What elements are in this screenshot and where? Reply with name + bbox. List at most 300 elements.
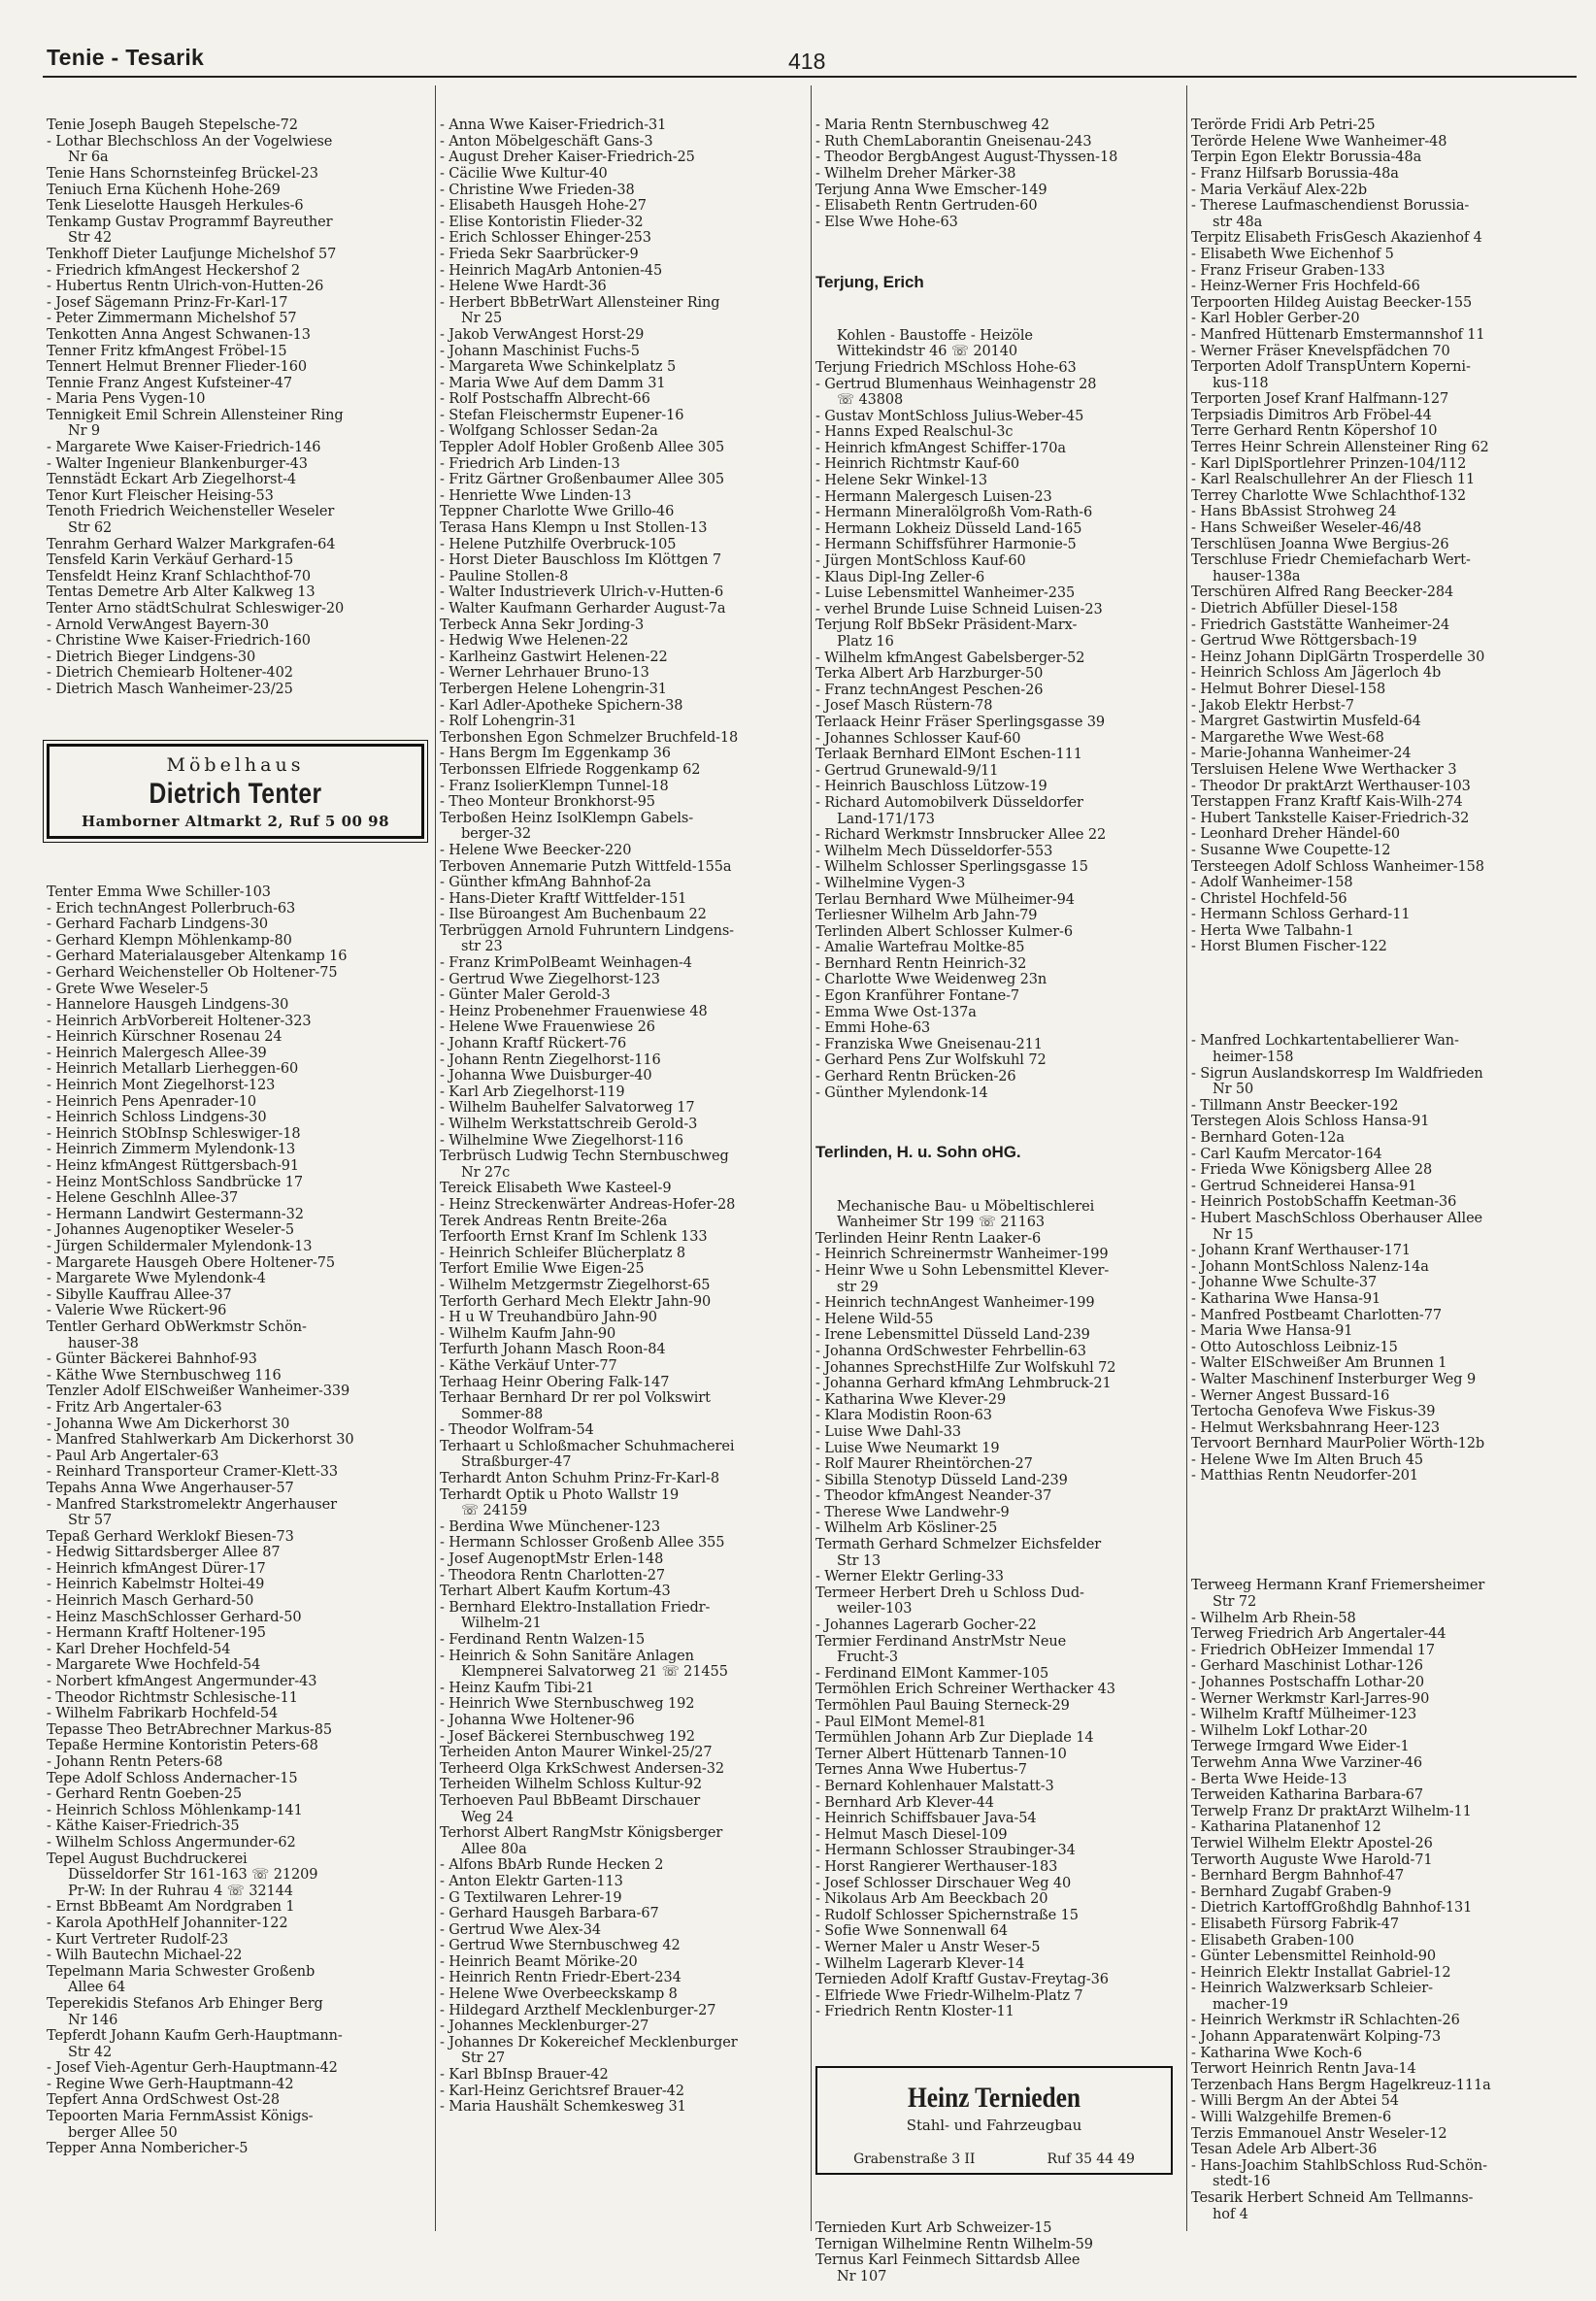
directory-entry: Str 27 [461, 2051, 506, 2067]
directory-entry: - Theodor BergbAngest August-Thyssen-18 [815, 150, 1118, 166]
directory-entry: weiler-103 [837, 1601, 913, 1617]
directory-entry: - Else Wwe Hohe-63 [815, 214, 958, 230]
directory-entry: Tennigkeit Emil Schrein Allensteiner Ring [47, 407, 344, 423]
directory-entry: - Gustav MontSchloss Julius-Weber-45 [815, 408, 1084, 424]
directory-entry: - Heinz Kaufm Tibi-21 [440, 1680, 594, 1696]
directory-entry: - Karl-Heinz Gerichtsref Brauer-42 [440, 2083, 684, 2099]
directory-entry: - Heinz Streckenwärter Andreas-Hofer-28 [440, 1196, 736, 1213]
directory-entry: - Berdina Wwe Münchener-123 [440, 1518, 660, 1535]
directory-entry: - Leonhard Dreher Händel-60 [1191, 826, 1400, 843]
directory-entry: - Heinrich Malergesch Allee-39 [47, 1045, 267, 1061]
directory-entry: - Heinrich Kabelmstr Holtei-49 [47, 1577, 265, 1593]
directory-entry: - Margarete Hausgeh Obere Holtener-75 [47, 1254, 336, 1271]
directory-entry: Tepe Adolf Schloss Andernacher-15 [47, 1770, 298, 1786]
directory-entry: - Theo Monteur Bronkhorst-95 [440, 794, 655, 811]
directory-entry: - Luise Wwe Dahl-33 [815, 1423, 961, 1440]
directory-entry: - Johanne Wwe Schulte-37 [1191, 1275, 1378, 1291]
directory-entry: - Helene Wwe Hardt-36 [440, 279, 607, 295]
directory-entry: - Johanna OrdSchwester Fehrbellin-63 [815, 1343, 1086, 1359]
page-number: 418 [788, 49, 826, 74]
directory-entry: - Johannes Postschaffn Lothar-20 [1191, 1675, 1424, 1690]
directory-entry: - Frieda Wwe Königsberg Allee 28 [1191, 1162, 1433, 1179]
directory-entry: - Irene Lebensmittel Düsseld Land-239 [815, 1327, 1090, 1344]
directory-entry: - Hermann Kraftf Holtener-195 [47, 1625, 266, 1642]
directory-entry: Terbonssen Elfriede Roggenkamp 62 [440, 761, 701, 778]
directory-entry: - Friedrich Arb Linden-13 [440, 455, 620, 472]
directory-entry: - Gertrud Wwe Alex-34 [440, 1921, 601, 1938]
entry-list [47, 884, 430, 2157]
directory-entry: Terlinden Albert Schlosser Kulmer-6 [815, 923, 1073, 940]
ad-contact [817, 2151, 1171, 2167]
directory-entry: - Heinrich Pens Apenrader-10 [47, 1093, 257, 1110]
directory-entry: - Wilhelm Metzgermstr Ziegelhorst-65 [440, 1277, 711, 1293]
directory-entry: ☏ 24159 [461, 1503, 528, 1519]
directory-entry: - Christel Hochfeld-56 [1191, 890, 1347, 907]
directory-entry: Terboßen Heinz IsolKlempn Gabels- [440, 810, 694, 826]
directory-entry: Terre Gerhard Rentn Köpershof 10 [1191, 423, 1438, 440]
directory-entry: - Helene Sekr Winkel-13 [815, 473, 988, 489]
directory-entry: - Helene Wwe Beecker-220 [440, 842, 632, 858]
directory-entry: - Manfred Stahlwerkarb Am Dickerhorst 30 [47, 1432, 354, 1449]
directory-entry: - Katharina Wwe Hansa-91 [1191, 1290, 1381, 1307]
directory-entry: Tersteegen Adolf Schloss Wanheimer-158 [1191, 858, 1484, 875]
directory-entry: - Johann Kranf Werthauser-171 [1191, 1243, 1412, 1259]
directory-entry: Terasa Hans Klempn u Inst Stollen-13 [440, 520, 708, 537]
directory-entry: str 48a [1213, 214, 1263, 230]
directory-entry: Terpin Egon Elektr Borussia-48a [1191, 150, 1422, 166]
directory-entry: Tentler Gerhard ObWerkmstr Schön- [47, 1318, 307, 1335]
directory-entry: Terlau Bernhard Wwe Mülheimer-94 [815, 891, 1075, 908]
directory-entry: Terbrüsch Ludwig Techn Sternbuschweg [440, 1149, 729, 1165]
directory-entry: - Margarete Wwe Hochfeld-54 [47, 1657, 261, 1674]
directory-entry: Terfoorth Ernst Kranf Im Schlenk 133 [440, 1229, 708, 1246]
directory-entry: Land-171/173 [837, 811, 935, 827]
directory-entry: - Heinrich ArbVorbereit Holtener-323 [47, 1013, 312, 1029]
spacer [1191, 987, 1575, 1001]
directory-entry: - Bernard Kohlenhauer Malstatt-3 [815, 1778, 1054, 1794]
directory-entry: Tenor Kurt Fleischer Heising-53 [47, 487, 274, 504]
directory-entry: Nr 27c [461, 1164, 511, 1181]
directory-entry: - Gertrud Wwe Ziegelhorst-123 [440, 971, 660, 987]
directory-entry: - Franziska Wwe Gneisenau-211 [815, 1036, 1043, 1052]
directory-entry: - Günther kfmAng Bahnhof-2a [440, 875, 651, 891]
directory-entry: - Hermann Lokheiz Düsseld Land-165 [815, 520, 1082, 537]
directory-entry: - Jakob VerwAngest Horst-29 [440, 326, 645, 343]
directory-entry: - Luise Wwe Neumarkt 19 [815, 1440, 1000, 1456]
directory-entry: - Matthias Rentn Neudorfer-201 [1191, 1468, 1418, 1484]
directory-entry: - Sigrun Auslandskorresp Im Waldfrieden [1191, 1065, 1483, 1082]
directory-entry: - Käthe Kaiser-Friedrich-35 [47, 1818, 240, 1835]
directory-entry: - Käthe Wwe Sternbuschweg 116 [47, 1367, 282, 1384]
directory-entry: - Wilhelm Dreher Märker-38 [815, 165, 1016, 182]
directory-entry: - Ernst BbBeamt Am Nordgraben 1 [47, 1899, 295, 1916]
directory-entry: Terjung Anna Wwe Emscher-149 [815, 182, 1047, 198]
directory-entry: - Heinrich kfmAngest Dürer-17 [47, 1560, 266, 1577]
directory-entry: Str 42 [68, 230, 113, 247]
directory-entry: - Josef Bäckerei Sternbuschweg 192 [440, 1728, 695, 1745]
directory-entry: Terhorst Albert RangMstr Königsberger [440, 1825, 723, 1842]
directory-entry: - Johannes Mecklenburger-27 [440, 2018, 649, 2035]
directory-entry: - Theodora Rentn Charlotten-27 [440, 1567, 665, 1584]
directory-entry: - Johann Rentn Peters-68 [47, 1754, 223, 1770]
directory-entry: - Theodor kfmAngest Neander-37 [815, 1488, 1052, 1505]
directory-entry: - Willi Bergm An der Abtei 54 [1191, 2093, 1399, 2110]
directory-entry: Terstegen Alois Schloss Hansa-91 [1191, 1114, 1430, 1130]
directory-entry: Tepel August Buchdruckerei [47, 1851, 248, 1867]
directory-entry: - Hedwig Wwe Helenen-22 [440, 633, 629, 650]
directory-entry: - Reinhard Transporteur Cramer-Klett-33 [47, 1464, 339, 1481]
directory-entry: - Sibylle Kauffrau Allee-37 [47, 1286, 232, 1303]
column-2 [440, 85, 807, 2221]
directory-entry: - Christine Wwe Frieden-38 [440, 182, 635, 198]
directory-entry: - Klaus Dipl-Ing Zeller-6 [815, 569, 985, 585]
directory-entry: - Heinrich MagArb Antonien-45 [440, 262, 663, 279]
directory-entry: Termeer Herbert Dreh u Schloss Dud- [815, 1584, 1084, 1601]
directory-entry: Str 62 [68, 520, 113, 537]
directory-entry: Terweeg Hermann Kranf Friemersheimer [1191, 1578, 1485, 1594]
advertisement-moebelhaus-tenter [47, 744, 424, 839]
directory-entry: Tepaß Gerhard Werklokf Biesen-73 [47, 1528, 294, 1545]
directory-entry: - Günter Bäckerei Bahnhof-93 [47, 1351, 257, 1368]
directory-entry: - Josef Masch Rüstern-78 [815, 698, 993, 715]
directory-entry: Tesan Adele Arb Albert-36 [1191, 2142, 1378, 2158]
directory-entry: Terörde Helene Wwe Wanheimer-48 [1191, 133, 1447, 150]
directory-entry: Tervoort Bernhard MaurPolier Wörth-12b [1191, 1436, 1485, 1452]
directory-entry: - Johann Rentn Ziegelhorst-116 [440, 1051, 661, 1068]
directory-entry: Terforth Gerhard Mech Elektr Jahn-90 [440, 1293, 712, 1310]
directory-entry: Allee 64 [68, 1980, 126, 1996]
directory-entry: Ternieden Kurt Arb Schweizer-15 [815, 2220, 1052, 2237]
directory-entry: - Berta Wwe Heide-13 [1191, 1771, 1347, 1787]
directory-entry: Terworth Auguste Wwe Harold-71 [1191, 1851, 1433, 1868]
directory-entry: - Bernhard Goten-12a [1191, 1130, 1345, 1146]
directory-entry: - Günter Lebensmittel Reinhold-90 [1191, 1949, 1436, 1965]
directory-entry: - Heinrich Bauschloss Lützow-19 [815, 779, 1047, 795]
directory-entry: - Heinrich Schiffsbauer Java-54 [815, 1811, 1037, 1827]
directory-entry: - Emmi Hohe-63 [815, 1020, 931, 1037]
directory-entry: - Heinrich Walzwerksarb Schleier- [1191, 1981, 1433, 1997]
directory-entry: - Hans BbAssist Strohweg 24 [1191, 504, 1397, 520]
directory-entry: Straßburger-47 [461, 1454, 572, 1471]
directory-entry: - Wilhelm Lagerarb Klever-14 [815, 1955, 1025, 1972]
directory-entry: - Franz IsolierKlempn Tunnel-18 [440, 778, 669, 794]
directory-entry: - Dietrich KartoffGroßhdlg Bahnhof-131 [1191, 1900, 1473, 1917]
directory-entry: Str 72 [1213, 1594, 1257, 1611]
directory-entry: - Käthe Verkäuf Unter-77 [440, 1357, 617, 1374]
directory-entry: Termath Gerhard Schmelzer Eichsfelder [815, 1537, 1102, 1553]
directory-entry: - Franz Friseur Graben-133 [1191, 262, 1385, 279]
directory-entry: - Johann Kraftf Rückert-76 [440, 1036, 627, 1052]
directory-entry: - Hermann Landwirt Gestermann-32 [47, 1206, 304, 1222]
directory-entry: Tepper Anna Nombericher-5 [47, 2141, 249, 2157]
directory-entry: - Gertrud Blumenhaus Weinhagenstr 28 [815, 376, 1097, 392]
directory-entry: - Johanna Wwe Am Dickerhorst 30 [47, 1416, 290, 1432]
directory-entry: Terzis Emmanouel Anstr Weseler-12 [1191, 2125, 1447, 2142]
column-1 [47, 85, 430, 2221]
entry-list [815, 2220, 1182, 2284]
directory-entry: - Heinrich kfmAngest Schiffer-170a [815, 440, 1066, 456]
directory-entry: - Elisabeth Fürsorg Fabrik-47 [1191, 1916, 1399, 1932]
directory-entry: - Karl Arb Ziegelhorst-119 [440, 1084, 625, 1100]
directory-entry: - Gerhard Pens Zur Wolfskuhl 72 [815, 1052, 1047, 1069]
directory-entry: - Hubertus Rentn Ulrich-von-Hutten-26 [47, 279, 324, 295]
directory-entry: - Johannes Dr Kokereichef Mecklenburger [440, 2034, 738, 2051]
directory-entry: - Marie-Johanna Wanheimer-24 [1191, 746, 1412, 762]
directory-entry: - Heinr Wwe u Sohn Lebensmittel Klever- [815, 1262, 1110, 1279]
directory-entry: Nr 146 [68, 2012, 118, 2028]
directory-entry: Termöhlen Paul Bauing Sterneck-29 [815, 1698, 1070, 1714]
directory-entry: - Johannes Schlosser Kauf-60 [815, 730, 1021, 747]
ad-company-name: Dietrich Tenter [149, 777, 322, 810]
directory-entry: - Johann Maschinist Fuchs-5 [440, 343, 640, 359]
directory-entry: - Helmut Werksbahnrang Heer-123 [1191, 1419, 1440, 1436]
directory-entry: - Christine Wwe Kaiser-Friedrich-160 [47, 633, 311, 650]
directory-entry: - Gerhard Weichensteller Ob Holtener-75 [47, 964, 338, 981]
directory-entry: - Johannes SprechstHilfe Zur Wolfskuhl 72 [815, 1359, 1116, 1376]
directory-entry: str 23 [461, 939, 503, 955]
directory-entry: - Helene Wwe Overbeeckskamp 8 [440, 1986, 678, 2003]
directory-entry: - Richard Automobilverk Düsseldorfer [815, 794, 1083, 811]
directory-entry: - Franz Hilfsarb Borussia-48a [1191, 165, 1399, 182]
directory-entry: - Hans-Joachim StahlbSchloss Rud-Schön- [1191, 2157, 1487, 2174]
directory-entry: - Norbert kfmAngest Angermunder-43 [47, 1674, 317, 1690]
directory-entry: - Bernhard Rentn Heinrich-32 [815, 955, 1027, 972]
directory-entry: - Helene Wwe Im Alten Bruch 45 [1191, 1451, 1423, 1468]
directory-entry: - Valerie Wwe Rückert-96 [47, 1303, 227, 1319]
directory-entry: Terheiden Anton Maurer Winkel-25/27 [440, 1745, 713, 1761]
directory-entry: ☏ 43808 [837, 392, 904, 409]
directory-entry: - Franz technAngest Peschen-26 [815, 682, 1044, 698]
directory-entry: - Walter Ingenieur Blankenburger-43 [47, 455, 308, 472]
directory-entry: Tesarik Herbert Schneid Am Tellmanns- [1191, 2190, 1474, 2206]
directory-entry: hauser-38 [68, 1335, 139, 1351]
column-divider [1186, 85, 1187, 2231]
directory-entry: - Paul Arb Angertaler-63 [47, 1448, 219, 1464]
directory-entry: - Bernhard Arb Klever-44 [815, 1794, 994, 1811]
directory-entry: - Heinrich Rentn Friedr-Ebert-234 [440, 1970, 682, 1986]
directory-entry: Tennie Franz Angest Kufsteiner-47 [47, 375, 293, 391]
directory-entry: - Hildegard Arzthelf Mecklenburger-27 [440, 2002, 716, 2018]
directory-entry: - Johannes Lagerarb Gocher-22 [815, 1617, 1037, 1634]
directory-entry: - Fritz Arb Angertaler-63 [47, 1399, 222, 1416]
directory-entry: Sommer-88 [461, 1406, 544, 1422]
ad-phone: Ruf 35 44 49 [1047, 2151, 1135, 2168]
directory-entry: - Josef AugenoptMstr Erlen-148 [440, 1551, 664, 1568]
directory-entry: Terlaack Heinr Fräser Sperlingsgasse 39 [815, 714, 1106, 730]
directory-entry: - Emma Wwe Ost-137a [815, 1004, 977, 1020]
directory-entry: Terpitz Elisabeth FrisGesch Akazienhof 4 [1191, 230, 1482, 247]
directory-entry: - Manfred Starkstromelektr Angerhauser [47, 1496, 337, 1513]
directory-entry: Tenner Fritz kfmAngest Fröbel-15 [47, 343, 287, 359]
directory-entry: - Helene Wild-55 [815, 1311, 934, 1327]
directory-entry: - Bernhard Zugabf Graben-9 [1191, 1884, 1392, 1900]
directory-entry: - Erich technAngest Pollerbruch-63 [47, 900, 296, 917]
directory-entry: - Wilhelm Fabrikarb Hochfeld-54 [47, 1706, 279, 1722]
directory-entry: Terwege Irmgard Wwe Eider-1 [1191, 1739, 1410, 1755]
directory-entry: - Anton Möbelgeschäft Gans-3 [440, 133, 653, 150]
directory-entry: - Wilhelm Kraftf Mülheimer-123 [1191, 1707, 1417, 1723]
directory-entry: - Karl Adler-Apotheke Spichern-38 [440, 697, 683, 714]
directory-entry: - Rudolf Schlosser Spichernstraße 15 [815, 1907, 1079, 1923]
directory-entry: - Hermann Schlosser Großenb Allee 355 [440, 1535, 725, 1551]
directory-entry: - Gertrud Wwe Sternbuschweg 42 [440, 1938, 681, 1954]
directory-entry: Terlinden Heinr Rentn Laaker-6 [815, 1230, 1042, 1247]
directory-entry: - Heinrich Werkmstr iR Schlachten-26 [1191, 2013, 1460, 2029]
directory-entry: str 29 [837, 1279, 879, 1295]
directory-entry: - Walter Industrieverk Ulrich-v-Hutten-6 [440, 584, 724, 601]
directory-entry: - Friedrich kfmAngest Heckershof 2 [47, 262, 301, 279]
directory-entry: - Margarete Wwe Mylendonk-4 [47, 1271, 266, 1287]
directory-entry: Terpsiadis Dimitros Arb Fröbel-44 [1191, 407, 1432, 423]
directory-entry: Wanheimer Str 199 ☏ 21163 [837, 1215, 1046, 1231]
directory-entry: Tertocha Genofeva Wwe Fiskus-39 [1191, 1404, 1436, 1420]
directory-entry: - Ferdinand Rentn Walzen-15 [440, 1632, 646, 1648]
directory-entry: - Hans Bergm Im Eggenkamp 36 [440, 746, 671, 762]
directory-entry: - Gertrud Grunewald-9/11 [815, 762, 999, 779]
directory-entry: - Margareta Wwe Schinkelplatz 5 [440, 359, 677, 376]
directory-entry: - Willi Walzgehilfe Bremen-6 [1191, 2110, 1392, 2126]
directory-entry: - Heinrich Mont Ziegelhorst-123 [47, 1078, 276, 1094]
directory-entry: Teppner Charlotte Wwe Grillo-46 [440, 504, 675, 520]
directory-entry: - Bernhard Elektro-Installation Friedr- [440, 1599, 711, 1616]
directory-entry: - Wilhelm Arb Kösliner-25 [815, 1520, 998, 1537]
directory-entry: - Helmut Bohrer Diesel-158 [1191, 681, 1386, 697]
directory-entry: - Jakob Elektr Herbst-7 [1191, 697, 1354, 714]
directory-entry: Tersluisen Helene Wwe Werthacker 3 [1191, 761, 1457, 778]
directory-entry: - Heinrich StObInsp Schleswiger-18 [47, 1125, 301, 1142]
directory-entry: - Wilhelm Kaufm Jahn-90 [440, 1325, 616, 1342]
directory-entry: - Rolf Maurer Rheintörchen-27 [815, 1456, 1033, 1473]
directory-entry: - Wilhelm Arb Rhein-58 [1191, 1610, 1356, 1626]
directory-entry: - Luise Lebensmittel Wanheimer-235 [815, 585, 1076, 602]
directory-entry: - Maria Pens Vygen-10 [47, 391, 206, 408]
directory-entry: - Katharina Wwe Klever-29 [815, 1391, 1007, 1408]
directory-entry: - Elisabeth Graben-100 [1191, 1932, 1354, 1949]
directory-entry: - Horst Rangierer Werthauser-183 [815, 1858, 1058, 1875]
directory-entry: - Dietrich Abfüller Diesel-158 [1191, 601, 1398, 617]
directory-entry: - Margarete Wwe Kaiser-Friedrich-146 [47, 440, 321, 456]
directory-entry: Terporten Adolf TranspUntern Koperni- [1191, 359, 1471, 376]
directory-entry: Nr 50 [1213, 1082, 1254, 1098]
directory-entry: - Gertrud Wwe Röttgersbach-19 [1191, 633, 1417, 650]
directory-entry: Tepoorten Maria FernmAssist Königs- [47, 2109, 314, 2125]
directory-entry: - Hans Schweißer Weseler-46/48 [1191, 520, 1422, 537]
directory-entry: - Johanna Wwe Duisburger-40 [440, 1068, 652, 1084]
directory-entry: - Erich Schlosser Ehinger-253 [440, 230, 651, 247]
directory-entry: - Josef Schlosser Dirschauer Weg 40 [815, 1875, 1072, 1891]
directory-entry: - Gerhard Hausgeh Barbara-67 [440, 1906, 659, 1922]
directory-entry: Terek Andreas Rentn Breite-26a [440, 1213, 668, 1229]
directory-entry: Frucht-3 [837, 1650, 898, 1666]
directory-entry: Terhart Albert Kaufm Kortum-43 [440, 1584, 671, 1600]
directory-entry: Terboven Annemarie Putzh Wittfeld-155a [440, 858, 732, 875]
directory-entry: Terpoorten Hildeg Auistag Beecker-155 [1191, 294, 1473, 311]
directory-entry: Tennstädt Eckart Arb Ziegelhorst-4 [47, 472, 297, 488]
directory-entry: Terka Albert Arb Harzburger-50 [815, 666, 1044, 683]
directory-entry: - Margarethe Wwe West-68 [1191, 729, 1384, 746]
directory-entry: - Heinrich Schleifer Blücherplatz 8 [440, 1245, 686, 1261]
directory-entry: - Frieda Sekr Saarbrücker-9 [440, 246, 639, 262]
directory-entry: - Gerhard Klempn Möhlenkamp-80 [47, 932, 292, 949]
directory-entry: - Charlotte Wwe Weidenweg 23n [815, 972, 1047, 988]
directory-entry: Tenkhoff Dieter Laufjunge Michelshof 57 [47, 246, 337, 262]
entry-list [440, 117, 807, 2116]
directory-entry: - Regine Wwe Gerh-Hauptmann-42 [47, 2076, 294, 2092]
directory-entry: - Friedrich Gaststätte Wanheimer-24 [1191, 617, 1450, 633]
directory-entry: - Dietrich Bieger Lindgens-30 [47, 649, 256, 665]
directory-entry: - Rolf Postschaffn Albrecht-66 [440, 391, 650, 408]
directory-entry: - Paul ElMont Memel-81 [815, 1714, 986, 1730]
directory-entry: Terhardt Anton Schuhm Prinz-Fr-Karl-8 [440, 1471, 719, 1487]
directory-entry: Wittekindstr 46 ☏ 20140 [837, 344, 1018, 360]
directory-entry: Tenie Hans Schornsteinfeg Brückel-23 [47, 165, 318, 182]
directory-entry: Terwelp Franz Dr praktArzt Wilhelm-11 [1191, 1803, 1472, 1819]
directory-entry: Terörde Fridi Arb Petri-25 [1191, 117, 1376, 134]
directory-entry: - Hans-Dieter Kraftf Wittfelder-151 [440, 890, 687, 907]
directory-entry: - Karl Dreher Hochfeld-54 [47, 1641, 231, 1657]
directory-entry: - Friedrich Rentn Kloster-11 [815, 2004, 1014, 2020]
directory-entry: hauser-138a [1213, 568, 1301, 584]
directory-entry: - H u W Treuhandbüro Jahn-90 [440, 1310, 657, 1326]
directory-entry: macher-19 [1213, 1996, 1288, 2013]
directory-entry: - Herbert BbBetrWart Allensteiner Ring [440, 294, 720, 311]
directory-entry: Str 13 [837, 1552, 881, 1569]
directory-entry: Teperekidis Stefanos Arb Ehinger Berg [47, 1995, 323, 2012]
directory-entry: - Henriette Wwe Linden-13 [440, 487, 632, 504]
directory-entry: Terhardt Optik u Photo Wallstr 19 [440, 1486, 680, 1503]
directory-entry: - Cäcilie Wwe Kultur-40 [440, 165, 608, 182]
directory-entry: Tenkotten Anna Angest Schwanen-13 [47, 326, 311, 343]
directory-entry: Terhaar Bernhard Dr rer pol Volkswirt [440, 1390, 711, 1407]
directory-entry: - Nikolaus Arb Am Beeckbach 20 [815, 1891, 1048, 1908]
directory-entry: Terhoeven Paul BbBeamt Dirschauer [440, 1792, 701, 1809]
directory-entry: Terweiden Katharina Barbara-67 [1191, 1787, 1424, 1804]
directory-entry: - Wilhelm Schlosser Sperlingsgasse 15 [815, 859, 1088, 876]
directory-entry: Terner Albert Hüttenarb Tannen-10 [815, 1746, 1067, 1762]
directory-entry: Terschüren Alfred Rang Beecker-284 [1191, 584, 1454, 601]
directory-entry: - Wilhelm Mech Düsseldorfer-553 [815, 843, 1053, 859]
directory-entry: - Heinrich Schloss Lindgens-30 [47, 1110, 267, 1126]
directory-entry: - Hanns Exped Realschul-3c [815, 424, 1014, 441]
directory-entry: - Friedrich ObHeizer Immendal 17 [1191, 1642, 1436, 1658]
directory-entry: Terbergen Helene Lohengrin-31 [440, 681, 667, 697]
directory-entry: - Amalie Wartefrau Moltke-85 [815, 940, 1025, 956]
directory-entry: stedt-16 [1213, 2174, 1271, 2190]
ad-company-name: Heinz Ternieden [908, 2082, 1081, 2115]
directory-entry: Ternigan Wilhelmine Rentn Wilhelm-59 [815, 2236, 1093, 2252]
directory-entry: - Rolf Lohengrin-31 [440, 714, 578, 730]
directory-entry: Pr-W: In der Ruhrau 4 ☏ 32144 [68, 1883, 293, 1899]
directory-entry: - Heinz MontSchloss Sandbrücke 17 [47, 1174, 303, 1190]
directory-entry: - Elise Kontoristin Flieder-32 [440, 214, 644, 230]
directory-entry: - Jürgen MontSchloss Kauf-60 [815, 553, 1026, 570]
directory-entry: - Wilhelm Lokf Lothar-20 [1191, 1722, 1368, 1739]
directory-entry: Tenrahm Gerhard Walzer Markgrafen-64 [47, 536, 336, 552]
directory-entry: - Heinz Johann DiplGärtn Trosperdelle 30 [1191, 649, 1485, 665]
directory-entry: Kohlen - Baustoffe - Heizöle [837, 327, 1033, 344]
directory-entry: - Heinrich Kürschner Rosenau 24 [47, 1029, 283, 1046]
directory-entry: Terheerd Olga KrkSchwest Andersen-32 [440, 1760, 724, 1777]
directory-entry: - Heinrich Wwe Sternbuschweg 192 [440, 1696, 695, 1713]
directory-entry: - Richard Werkmstr Innsbrucker Allee 22 [815, 827, 1107, 844]
column-divider [435, 85, 436, 2231]
directory-entry: Klempnerei Salvatorweg 21 ☏ 21455 [461, 1664, 728, 1681]
directory-entry: - Theodor Richtmstr Schlesische-11 [47, 1689, 298, 1706]
directory-entry: - Walter ElSchweißer Am Brunnen 1 [1191, 1355, 1447, 1372]
directory-entry: - Manfred Postbeamt Charlotten-77 [1191, 1307, 1442, 1323]
directory-entry: Terschlüsen Joanna Wwe Bergius-26 [1191, 536, 1449, 552]
directory-entry: - Elfriede Wwe Friedr-Wilhelm-Platz 7 [815, 1987, 1083, 2004]
